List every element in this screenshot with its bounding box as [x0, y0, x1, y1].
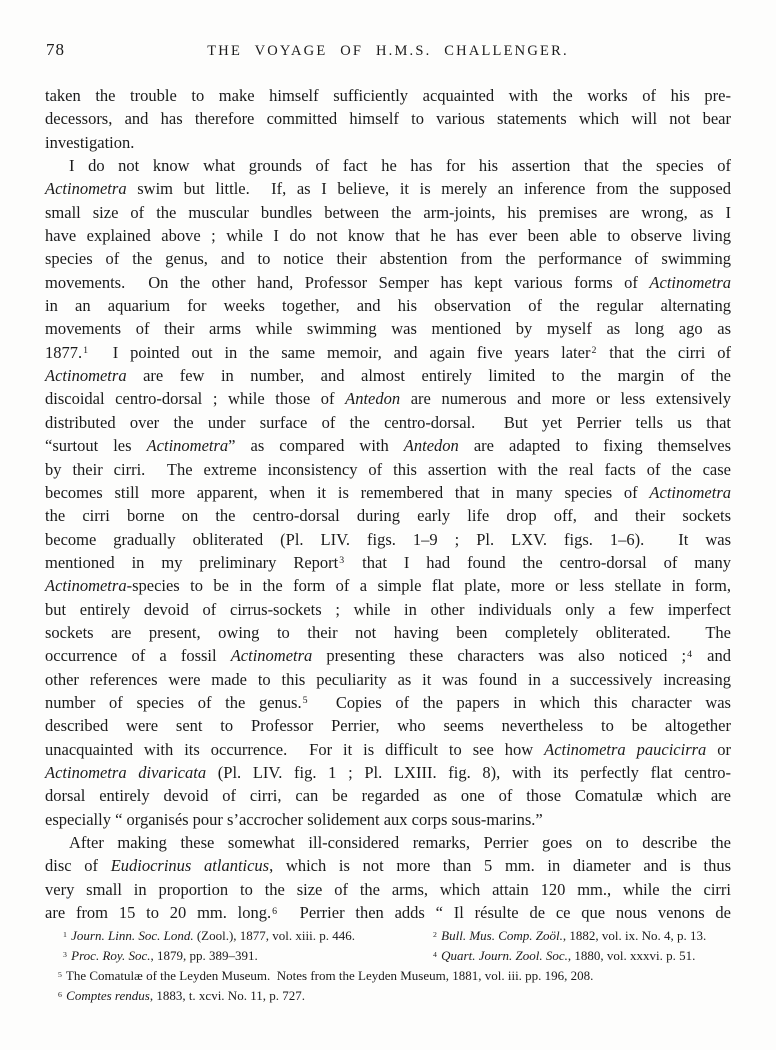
text-line [45, 154, 731, 177]
text-line [45, 387, 731, 410]
text-run: the cirri borne on the centro-dorsal during early life drop off, and their sockets [45, 506, 731, 526]
footnote-marker: 4 [687, 648, 693, 660]
text-run: investigation. [45, 132, 135, 152]
text-line [45, 271, 731, 294]
text-run: but entirely devoid of cirrus-sockets ; while in other individuals only a few imperfect [45, 599, 731, 619]
italic-text: Bull. Mus. Comp. Zoöl. [441, 928, 563, 943]
text-run: “surtout les [45, 436, 147, 456]
italic-text: Actinometra [146, 436, 229, 456]
footnote-marker: 2 [591, 345, 597, 357]
text-run: I pointed out in the same memoir, and again five years later [89, 342, 591, 362]
text-line [45, 294, 731, 317]
footnote-marker: 5 [58, 969, 62, 979]
text-line [45, 761, 731, 784]
text-run: movements. On the other hand, Professor Semper has kept various forms of [45, 272, 650, 292]
text-line [45, 84, 731, 107]
text-line [45, 784, 731, 807]
text-line [45, 177, 731, 200]
text-run: occurrence of a fossil [45, 646, 231, 666]
text-run: mentioned in my preliminary Report [45, 552, 339, 572]
italic-text: Actinometra paucicirra [544, 739, 707, 759]
text-run: swim but little. If, as I believe, it is merely an inference from the supposed [126, 179, 731, 199]
text-line [45, 224, 731, 247]
text-run: disc of [45, 856, 111, 876]
text-run: number of species of the genus. [45, 692, 302, 712]
text-run: The Comatulæ of the Leyden Museum. Notes from the Leyden Museum, 1881, vol. iii. pp. 196, 208. [62, 968, 594, 983]
text-run: especially “ organisés pour s’accrocher solidement aux corps sous-marins.” [45, 809, 543, 829]
text-run: sockets are present, owing to their not having been completely obliterated. The [45, 622, 731, 642]
text-line [45, 504, 731, 527]
italic-text: Antedon [345, 389, 401, 409]
footnote-marker: 4 [433, 949, 437, 959]
text-run: dorsal entirely devoid of cirri, can be regarded as one of those Comatulæ which are [45, 786, 731, 806]
text-line [45, 878, 731, 901]
text-run: are from 15 to 20 mm. long. [45, 903, 272, 923]
text-run: , 1880, vol. xxxvi. p. 51. [567, 948, 696, 963]
text-run: presenting these characters was also noticed ; [312, 646, 687, 666]
text-run: discoidal centro-dorsal ; while those of [45, 389, 346, 409]
text-run: (Zool.), 1877, vol. xiii. p. 446. [193, 928, 355, 943]
text-run: species of the genus, and to notice their abstention from the performance of swimming [45, 249, 731, 269]
italic-text: Comptes rendus [66, 988, 150, 1003]
footnote-marker: 5 [302, 695, 308, 707]
footnote-row [45, 946, 731, 966]
italic-text: Actinometra [649, 482, 731, 502]
text-run: movements of their arms while swimming was mentioned by myself as long ago as [45, 319, 731, 339]
text-run: in an aquarium for weeks together, and his observation of the regular alternating [45, 296, 731, 316]
text-run: have explained above ; while I do not know that he has ever been able to observe living [45, 226, 731, 246]
footnote-marker: 6 [58, 989, 62, 999]
text-line [45, 364, 731, 387]
italic-text: Eudiocrinus atlanticus [110, 856, 270, 876]
italic-text: Actinometra [45, 576, 127, 596]
page-number: 78 [46, 40, 65, 59]
text-run: distributed over the under surface of the centro-dorsal. But yet Perrier tells us that [45, 412, 731, 432]
text-run: becomes still more apparent, when it is remembered that in many species of [45, 482, 650, 502]
text-run: -species to be in the form of a simple flat plate, more or less stellate in form, [126, 576, 731, 596]
running-title: THE VOYAGE OF H.M.S. CHALLENGER. [207, 43, 569, 59]
text-run: Copies of the papers in which this character was [308, 692, 731, 712]
footnote-marker: 1 [63, 929, 67, 939]
text-line [45, 107, 731, 130]
text-run: decessors, and has therefore committed himself to various statements which will not bear [45, 109, 731, 129]
text-run: , 1879, pp. 389–391. [150, 948, 258, 963]
text-line [45, 341, 731, 364]
italic-text: Actinometra [649, 272, 731, 292]
text-run: that the cirri of [597, 342, 731, 362]
text-line [45, 854, 731, 877]
text-line [45, 574, 731, 597]
text-run: and [693, 646, 732, 666]
italic-text: Proc. Roy. Soc. [71, 948, 151, 963]
footnote [45, 986, 731, 1006]
footnotes [45, 926, 731, 1006]
italic-text: Journ. Linn. Soc. Lond. [71, 928, 194, 943]
italic-text: Actinometra divaricata [45, 762, 207, 782]
text-run: Perrier then adds “ Il résulte de ce que nous venons de [278, 903, 731, 923]
italic-text: Antedon [403, 436, 459, 456]
text-run: are few in number, and almost entirely limited to the margin of the [126, 366, 731, 386]
text-line [45, 411, 731, 434]
italic-text: Quart. Journ. Zool. Soc. [441, 948, 568, 963]
text-run: small size of the muscular bundles between the arm-joints, his premises are wrong, as I [45, 202, 731, 222]
text-run: unacquainted with its occurrence. For it is difficult to see how [45, 739, 545, 759]
footnote [432, 926, 731, 946]
footnote [45, 926, 432, 946]
text-run: , 1883, t. xcvi. No. 11, p. 727. [149, 988, 305, 1003]
text-line [45, 901, 731, 924]
footnote-marker: 2 [433, 929, 437, 939]
footnote-marker: 6 [272, 905, 278, 917]
footnote-marker: 3 [63, 949, 67, 959]
text-line [45, 317, 731, 340]
text-run: , which is not more than 5 mm. in diameter and is thus [269, 856, 731, 876]
text-line [45, 551, 731, 574]
text-line [45, 668, 731, 691]
text-line [45, 201, 731, 224]
italic-text: Actinometra [45, 179, 127, 199]
text-line [45, 644, 731, 667]
text-line [45, 528, 731, 551]
text-line [45, 691, 731, 714]
text-run: described were sent to Professor Perrier, who seems nevertheless to be altogether [45, 716, 731, 736]
body-text [45, 84, 731, 924]
text-run: or [706, 739, 731, 759]
text-line [45, 621, 731, 644]
text-line [45, 247, 731, 270]
footnote-row [45, 926, 731, 946]
text-line [45, 808, 731, 831]
text-run: (Pl. LIV. fig. 1 ; Pl. LXIII. fig. 8), with its perfectly flat centro- [206, 762, 731, 782]
italic-text: Actinometra [45, 366, 127, 386]
text-line [45, 131, 731, 154]
text-run: become gradually obliterated (Pl. LIV. figs. 1–9 ; Pl. LXV. figs. 1–6). It was [45, 529, 731, 549]
text-run: are adapted to fixing themselves [458, 436, 731, 456]
text-line [45, 714, 731, 737]
text-run: 1877. [45, 342, 83, 362]
text-run: very small in proportion to the size of the arms, which attain 120 mm., while the cirri [45, 879, 731, 899]
text-line [45, 738, 731, 761]
footnote [45, 966, 731, 986]
text-line [45, 481, 731, 504]
italic-text: Actinometra [230, 646, 313, 666]
text-run: taken the trouble to make himself sufficiently acquainted with the works of his pre- [45, 86, 731, 105]
text-run: by their cirri. The extreme inconsistency of this assertion with the real facts of the case [45, 459, 731, 479]
text-line [45, 831, 731, 854]
text-run: , 1882, vol. ix. No. 4, p. 13. [562, 928, 707, 943]
footnote [45, 946, 432, 966]
footnote-marker: 3 [339, 555, 345, 567]
text-run: After making these somewhat ill-considered remarks, Perrier goes on to describe the [69, 833, 731, 852]
footnote-marker: 1 [83, 345, 89, 357]
text-run: that I had found the centro-dorsal of many [345, 552, 731, 572]
footnote [432, 946, 731, 966]
text-line [45, 458, 731, 481]
text-run: other references were made to this peculiarity as it was found in a successively increasing [45, 669, 731, 689]
text-line [45, 598, 731, 621]
text-run: I do not know what grounds of fact he has for his assertion that the species of [69, 156, 731, 176]
text-run: are numerous and more or less extensively [400, 389, 731, 409]
text-line [45, 434, 731, 457]
text-run: ” as compared with [228, 436, 404, 456]
